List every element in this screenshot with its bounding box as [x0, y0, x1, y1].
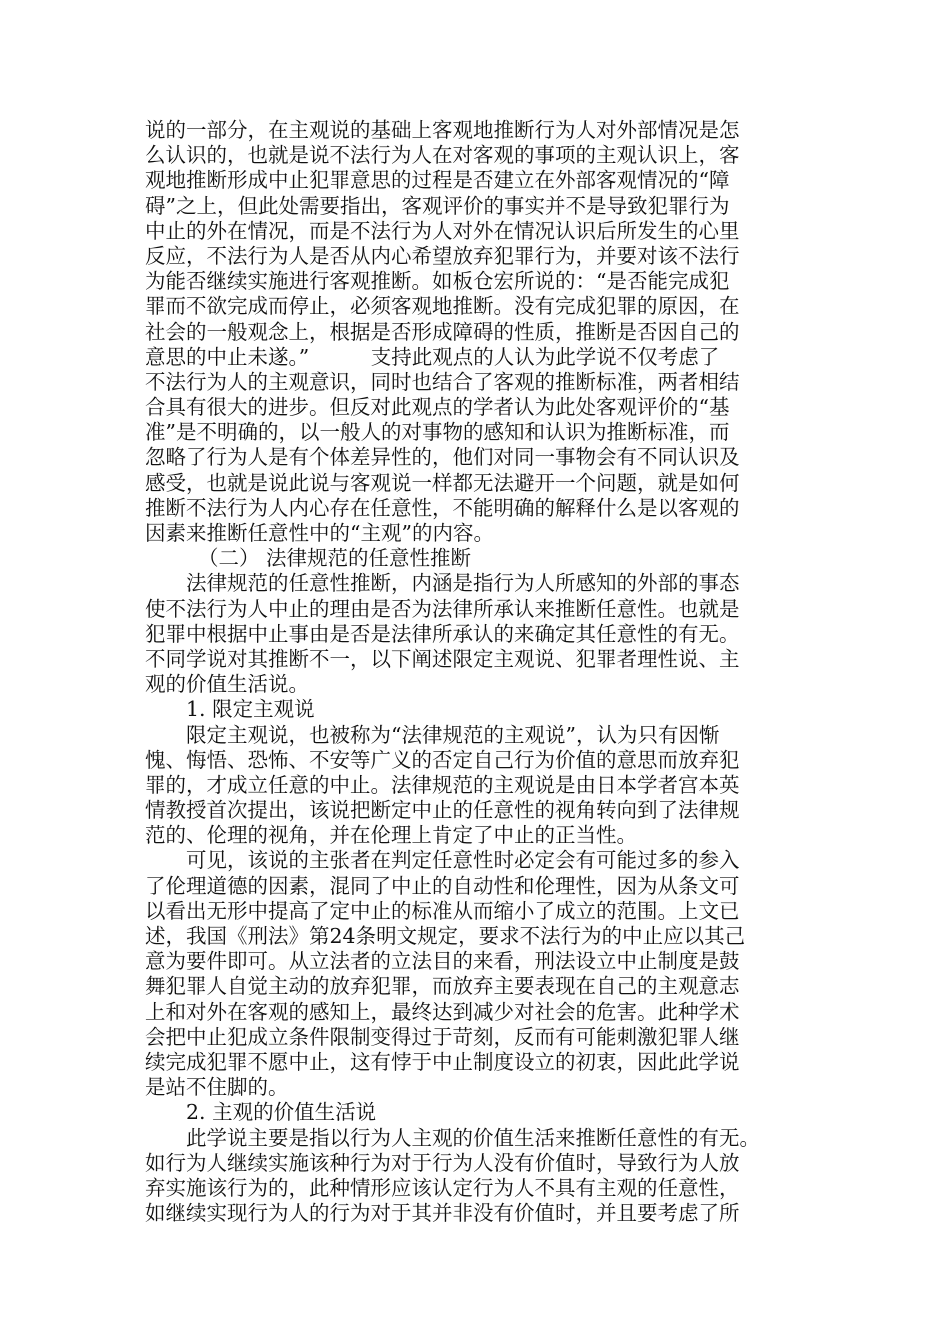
text-line: 述，我国《刑法》第24条明文规定，要求不法行为的中止应以其己 — [145, 924, 746, 948]
text-line: 碍”之上，但此处需要指出，客观评价的事实并不是导致犯罪行为 — [145, 193, 730, 218]
text-line: 范的、伦理的视角，并在伦理上肯定了中止的正当性。 — [145, 823, 637, 848]
section-heading: （二） 法律规范的任意性推断 — [198, 546, 472, 571]
text-line: 限定主观说，也被称为“法律规范的主观说”，认为只有因惭 — [186, 722, 720, 747]
text-line: 罪而不欲完成而停止，必须客观地推断。没有完成犯罪的原因，在 — [145, 294, 740, 319]
text-line: 弃实施该行为的，此种情形应该认定行为人不具有主观的任意性， — [145, 1175, 740, 1200]
body-text — [145, 118, 807, 1226]
text-line: 会把中止犯成立条件限制变得过于苛刻，反而有可能刺激犯罪人继 — [145, 1024, 740, 1049]
text-line: 是站不住脚的。 — [145, 1075, 289, 1100]
text-line: 因素来推断任意性中的“主观”的内容。 — [145, 521, 494, 545]
text-line: 续完成犯罪不愿中止，这有悖于中止制度设立的初衷，因此此学说 — [145, 1049, 740, 1074]
text-line: 反应，不法行为人是否从内心希望放弃犯罪行为，并要对该不法行 — [145, 243, 740, 268]
text-line: 意思的中止未遂。” 支持此观点的人认为此学说不仅考虑了 — [145, 344, 720, 369]
text-line: 中止的外在情况，而是不法行为人对外在情况认识后所发生的心里 — [145, 218, 740, 243]
text-line: 合具有很大的进步。但反对此观点的学者认为此处客观评价的“基 — [145, 395, 730, 420]
text-line: 此学说主要是指以行为人主观的价值生活来推断任意性的有无。 — [186, 1125, 760, 1150]
text-line: 以看出无形中提高了定中止的标准从而缩小了成立的范围。上文已 — [145, 898, 740, 923]
text-line: 舞犯罪人自觉主动的放弃犯罪，而放弃主要表现在自己的主观意志 — [145, 974, 740, 999]
text-line: 法律规范的任意性推断，内涵是指行为人所感知的外部的事态 — [186, 571, 740, 596]
text-line: 么认识的，也就是说不法行为人在对客观的事项的主观认识上，客 — [145, 143, 740, 168]
text-line: 不同学说对其推断不一，以下阐述限定主观说、犯罪者理性说、主 — [145, 646, 740, 671]
text-line: 意为要件即可。从立法者的立法目的来看，刑法设立中止制度是鼓 — [145, 949, 740, 974]
text-line: 2. 主观的价值生活说 — [186, 1100, 377, 1125]
text-line: 忽略了行为人是有个体差异性的，他们对同一事物会有不同认识及 — [145, 445, 740, 470]
text-line: 愧、悔悟、恐怖、不安等广义的否定自己行为价值的意思而放弃犯 — [145, 747, 740, 772]
text-line: 观的价值生活说。 — [145, 672, 309, 697]
text-line: 准”是不明确的，以一般人的对事物的感知和认识为推断标准，而 — [145, 420, 730, 445]
text-line: 情教授首次提出，该说把断定中止的任意性的视角转向到了法律规 — [145, 798, 740, 823]
text-line: 社会的一般观念上，根据是否形成障碍的性质，推断是否因自己的 — [145, 319, 740, 344]
text-line: 了伦理道德的因素，混同了中止的自动性和伦理性，因为从条文可 — [145, 873, 740, 898]
text-line: 可见，该说的主张者在判定任意性时必定会有可能过多的参入 — [186, 848, 740, 873]
text-line: 感受，也就是说此说与客观说一样都无法避开一个问题，就是如何 — [145, 470, 740, 495]
text-line: 使不法行为人中止的理由是否为法律所承认来推断任意性。也就是 — [145, 596, 740, 621]
text-line: 如继续实现行为人的行为对于其并非没有价值时，并且要考虑了所 — [145, 1201, 740, 1226]
text-line: 罪的，才成立任意的中止。法律规范的主观说是由日本学者宫本英 — [145, 772, 740, 797]
text-line: 上和对外在客观的感知上，最终达到减少对社会的危害。此种学术 — [145, 999, 740, 1024]
text-line: 不法行为人的主观意识，同时也结合了客观的推断标准，两者相结 — [145, 369, 740, 394]
text-line: 为能否继续实施进行客观推断。如板仓宏所说的：“是否能完成犯 — [145, 269, 730, 294]
text-line: 观地推断形成中止犯罪意思的过程是否建立在外部客观情况的“障 — [145, 168, 730, 193]
text-line: 1. 限定主观说 — [186, 697, 315, 722]
text-line: 如行为人继续实施该种行为对于行为人没有价值时，导致行为人放 — [145, 1150, 740, 1175]
text-line: 说的一部分，在主观说的基础上客观地推断行为人对外部情况是怎 — [145, 118, 740, 142]
text-line: 犯罪中根据中止事由是否是法律所承认的来确定其任意性的有无。 — [145, 621, 740, 646]
text-line: 推断不法行为人内心存在任意性，不能明确的解释什么是以客观的 — [145, 495, 740, 520]
